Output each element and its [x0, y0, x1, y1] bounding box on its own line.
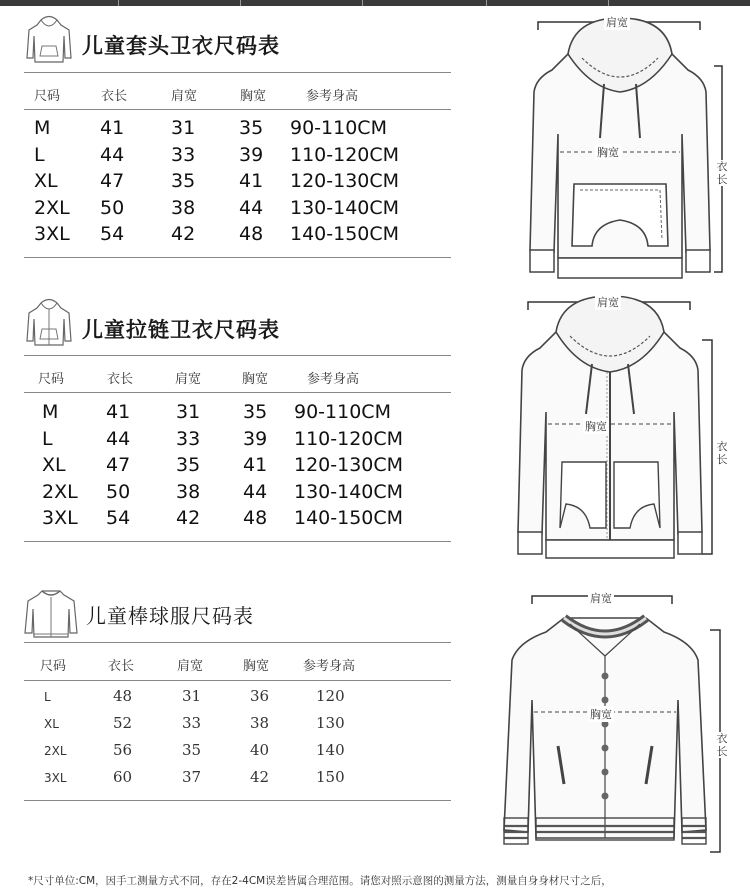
zip-header-rule [24, 392, 451, 393]
cell-height: 140-150CM [294, 507, 404, 529]
cell-height: 110-120CM [294, 427, 404, 450]
header-shoulder: 肩宽 [177, 659, 204, 674]
cell-height: 130 [316, 714, 345, 732]
cell-shoulder: 31 [182, 687, 202, 705]
cell-shoulder: 37 [182, 768, 202, 786]
cell-shoulder: 33 [176, 427, 201, 450]
cell-size: 2XL [44, 744, 67, 758]
cell-size: 3XL [44, 771, 67, 785]
baseball-shoulder-label: 肩宽 [590, 592, 612, 605]
cell-length: 60 [113, 768, 133, 786]
cell-height: 120-130CM [294, 454, 404, 476]
cell-shoulder: 42 [176, 507, 201, 529]
cell-size: M [34, 117, 51, 139]
cell-length: 48 [113, 687, 133, 705]
cell-shoulder: 35 [171, 170, 196, 192]
cell-length: 50 [100, 196, 125, 219]
cell-size: XL [42, 454, 66, 476]
cell-shoulder: 31 [171, 117, 196, 139]
cell-size: L [44, 690, 51, 704]
zip-hoodie-thumbnail-icon [26, 297, 72, 347]
cell-chest: 36 [250, 687, 270, 705]
cell-shoulder: 33 [171, 143, 196, 166]
cell-length: 41 [106, 401, 131, 423]
zip-chest-label: 胸宽 [585, 420, 607, 433]
zip-bottom-rule [24, 541, 451, 542]
cell-length: 54 [106, 507, 131, 529]
cell-size: 3XL [42, 507, 78, 529]
baseball-length-label: 衣长 [716, 732, 728, 758]
baseball-jacket-thumbnail-icon [24, 585, 78, 639]
cell-size: L [34, 143, 45, 166]
cell-length: 44 [106, 427, 131, 450]
cell-height: 150 [316, 768, 345, 786]
cell-size: 3XL [34, 223, 70, 245]
header-shoulder: 肩宽 [175, 372, 202, 387]
baseball-chest-label: 胸宽 [590, 708, 612, 721]
zip-table-title: 儿童拉链卫衣尺码表 [82, 318, 280, 342]
cell-chest: 40 [250, 741, 270, 759]
cell-size: L [42, 427, 53, 450]
cell-size: 2XL [34, 196, 70, 219]
cell-chest: 38 [250, 714, 270, 732]
pullover-hoodie-thumbnail-icon [26, 14, 72, 64]
cell-shoulder: 35 [176, 454, 201, 476]
cell-chest: 44 [243, 480, 268, 503]
header-length: 衣长 [107, 372, 134, 387]
cell-shoulder: 35 [182, 741, 202, 759]
header-chest: 胸宽 [240, 89, 267, 104]
header-height: 参考身高 [306, 89, 359, 104]
pullover-table-title: 儿童套头卫衣尺码表 [82, 34, 280, 58]
cell-height: 120-130CM [290, 170, 400, 192]
header-chest: 胸宽 [243, 659, 270, 674]
measurement-footnote: *尺寸单位:CM，因手工测量方式不同，存在2-4CM误差皆属合理范围。请您对照示意图的测量方法，测量自身身材尺寸之后， [28, 875, 612, 887]
pullover-shoulder-label: 肩宽 [606, 16, 628, 29]
cell-chest: 42 [250, 768, 270, 786]
cell-length: 41 [100, 117, 125, 139]
header-height: 参考身高 [303, 659, 356, 674]
header-size: 尺码 [38, 372, 65, 387]
cell-chest: 39 [243, 427, 268, 450]
baseball-jacket-illustration [478, 590, 732, 854]
header-length: 衣长 [101, 89, 128, 104]
cell-height: 140 [316, 741, 345, 759]
cell-shoulder: 38 [176, 480, 201, 503]
pullover-chest-label: 胸宽 [597, 146, 619, 159]
cell-length: 54 [100, 223, 125, 245]
cell-shoulder: 33 [182, 714, 202, 732]
header-length: 衣长 [108, 659, 135, 674]
zip-shoulder-label: 肩宽 [597, 296, 619, 309]
zip-length-label: 衣长 [716, 440, 728, 466]
baseball-header-rule [24, 680, 451, 681]
cell-chest: 41 [239, 170, 264, 192]
cell-chest: 44 [239, 196, 264, 219]
zip-title-rule [24, 355, 451, 356]
cell-size: XL [34, 170, 58, 192]
baseball-table-title: 儿童棒球服尺码表 [86, 604, 254, 628]
cell-length: 47 [106, 454, 131, 476]
zip-hoodie-illustration [490, 292, 730, 562]
cell-shoulder: 31 [176, 401, 201, 423]
cell-chest: 35 [243, 401, 268, 423]
cell-length: 56 [113, 741, 133, 759]
baseball-title-rule [24, 642, 451, 643]
cell-height: 90-110CM [294, 401, 391, 423]
cell-size: M [42, 401, 59, 423]
cell-chest: 39 [239, 143, 264, 166]
cell-height: 120 [316, 687, 345, 705]
cell-chest: 35 [239, 117, 264, 139]
pullover-header-rule [24, 109, 451, 110]
cell-length: 50 [106, 480, 131, 503]
pullover-bottom-rule [24, 257, 451, 258]
header-height: 参考身高 [307, 372, 360, 387]
cell-shoulder: 42 [171, 223, 196, 245]
cell-length: 52 [113, 714, 133, 732]
cell-height: 130-140CM [290, 196, 400, 219]
cell-height: 90-110CM [290, 117, 387, 139]
cell-height: 140-150CM [290, 223, 400, 245]
cell-size: XL [44, 717, 59, 731]
baseball-bottom-rule [24, 800, 451, 801]
cell-shoulder: 38 [171, 196, 196, 219]
pullover-title-rule [24, 72, 451, 73]
cell-size: 2XL [42, 480, 78, 503]
header-shoulder: 肩宽 [171, 89, 198, 104]
cell-height: 130-140CM [294, 480, 404, 503]
cell-height: 110-120CM [290, 143, 400, 166]
cell-length: 47 [100, 170, 125, 192]
cell-length: 44 [100, 143, 125, 166]
header-size: 尺码 [40, 659, 67, 674]
cell-chest: 48 [243, 507, 268, 529]
top-divider-bar [0, 0, 750, 6]
cell-chest: 41 [243, 454, 268, 476]
header-size: 尺码 [34, 89, 61, 104]
header-chest: 胸宽 [242, 372, 269, 387]
pullover-length-label: 衣长 [716, 160, 728, 186]
cell-chest: 48 [239, 223, 264, 245]
